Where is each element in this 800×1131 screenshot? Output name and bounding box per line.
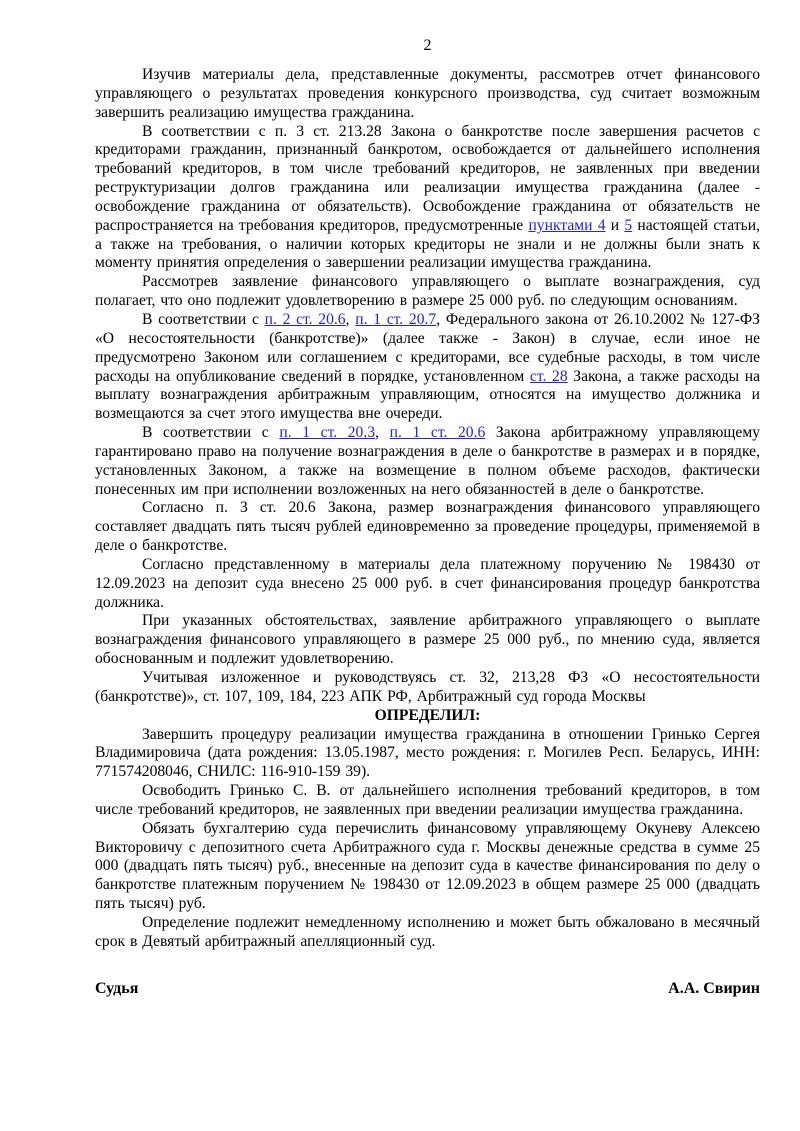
paragraph-intro [95, 66, 760, 123]
text-segment: Освободить Гринько С. В. от дальнейшего исполнения требований кредиторов, в том числе требований кредиторов, не заявленных при введении реализации имущества гражданина. [95, 782, 760, 818]
paragraph-payment-order [95, 556, 760, 613]
paragraph-fee-claim [95, 273, 760, 311]
text-segment: и [605, 216, 625, 234]
signature-row [95, 980, 760, 998]
legal-reference-link[interactable]: ст. 28 [529, 367, 568, 385]
paragraph-conclusion [95, 612, 760, 669]
text-segment: Обязать бухгалтерию суда перечислить финансовому управляющему Окуневу Алексею Викторовичу с депозитного счета Арбитражного суда г. Москвы денежные средства в сумме 25 000 (двадцать пять тысяч) руб., внесенные на депозит суда в качестве финансирования по делу о банкротстве платежным поручением № 198430 от 12.09.2023 в общем размере 25 000 (двадцать пять тысяч) руб. [95, 819, 760, 913]
text-segment: Закона арбитражному управляющему гарантировано право на получение вознаграждения в деле о банкротстве в размерах и в порядке, установленных Законом, а также на возмещение в полном объеме расходов, фактически понесенных им при исполнении возложенных на него обязанностей в деле о банкротстве. [95, 424, 760, 498]
paragraph-law-20-3 [95, 424, 760, 499]
paragraph-ruling-basis [95, 669, 760, 707]
text-segment: Согласно представленному в материалы дела платежному поручению № 198430 от 12.09.2023 на депозит суда внесено 25 000 руб. в счет финансирования процедур банкротства должника. [95, 555, 760, 611]
paragraph-appeal [95, 914, 760, 952]
text-segment: При указанных обстоятельствах, заявление арбитражного управляющего о выплате вознаграждения финансового управляющего в размере 25 000 руб., по мнению суда, является обоснованным и подлежит удовлетворению. [95, 612, 760, 668]
text-segment: , [375, 424, 390, 442]
legal-reference-link[interactable]: 5 [624, 216, 633, 234]
paragraph-law-127-fz [95, 311, 760, 424]
text-segment: Рассмотрев заявление финансового управляющего о выплате вознаграждения, суд полагает, что оно подлежит удовлетворению в размере 25 000 руб. по следующим основаниям. [95, 273, 760, 310]
resolution-heading [95, 707, 760, 726]
text-segment: Определение подлежит немедленному исполнению и может быть обжаловано в месячный срок в Девятый арбитражный апелляционный суд. [95, 913, 760, 950]
text-segment: Закона, а также расходы на выплату вознаграждения арбитражным управляющим, относятся на имущество должника и возмещаются за счет этого имущества вне очереди. [95, 367, 760, 423]
paragraph-fee-amount [95, 499, 760, 556]
page-number: 2 [423, 37, 432, 54]
signature-name: А.А. Свирин [668, 979, 760, 997]
legal-reference-link[interactable]: п. 1 ст. 20.7 [355, 310, 437, 328]
document-body [95, 66, 760, 952]
legal-reference-link[interactable]: п. 1 ст. 20.6 [389, 424, 486, 442]
text-segment: Изучив материалы дела, представленные документы, рассмотрев отчет финансового управляющего о результатах проведения конкурсного производства, суд считает возможным завершить реализацию имущества гражданина. [95, 66, 760, 121]
text-segment: Учитывая изложенное и руководствуясь ст. 32, 213,28 ФЗ «О несостоятельности (банкротстве)», ст. 107, 109, 184, 223 АПК РФ, Арбитражный суд города Москвы [95, 669, 760, 705]
paragraph-pay-manager [95, 820, 760, 914]
text-segment: В соответствии с п. 3 ст. 213.28 Закона о банкротстве после завершения расчетов с кредиторами гражданин, признанный банкротом, освобождается от дальнейшего исполнения требований кредиторов, в том числе требований кредиторов, не заявленных при введении реструктуризации долгов гражданина или реализации имущества гражданина (далее - освобождение гражданина от обязательств). Освобождение гражданина от обязательств не распространяется на требования кредиторов, предусмотренные [95, 122, 760, 234]
paragraph-release-debtor [95, 782, 760, 820]
paragraph-law-213-28 [95, 123, 760, 274]
legal-reference-link[interactable]: п. 2 ст. 20.6 [264, 310, 346, 328]
legal-reference-link[interactable]: пунктами 4 [528, 216, 606, 234]
text-segment: В соответствии с [142, 424, 280, 442]
signature-role: Судья [95, 979, 139, 997]
text-segment: ОПРЕДЕЛИЛ: [374, 706, 481, 724]
text-segment: Согласно п. 3 ст. 20.6 Закона, размер вознаграждения финансового управляющего составляет двадцать пять тысяч рублей единовременно за проведение процедуры, применяемой в деле о банкротстве. [95, 499, 760, 555]
text-segment: , [345, 310, 356, 328]
text-segment: , Федерального закона от 26.10.2002 № 127-ФЗ «О несостоятельности (банкротстве)» (далее также - Закон) в случае, если иное не предусмотрено Законом или соглашением с кредиторами, все судебные расходы, в том числе расходы на опубликование сведений в порядке, установленном [95, 310, 760, 385]
text-segment: Завершить процедуру реализации имущества гражданина в отношении Гринько Сергея Владимировича (дата рождения: 13.05.1987, место рождения: г. Могилев Респ. Беларусь, ИНН: 771574208046, СНИЛС: 116-910-159 39). [95, 725, 760, 781]
text-segment: В соответствии с [142, 310, 265, 328]
legal-reference-link[interactable]: п. 1 ст. 20.3 [279, 424, 376, 442]
text-segment: настоящей статьи, а также на требования, о наличии которых кредиторы не знали и не должны были знать к моменту принятия определения о завершении реализации имущества гражданина. [95, 216, 760, 272]
paragraph-complete-procedure [95, 726, 760, 783]
